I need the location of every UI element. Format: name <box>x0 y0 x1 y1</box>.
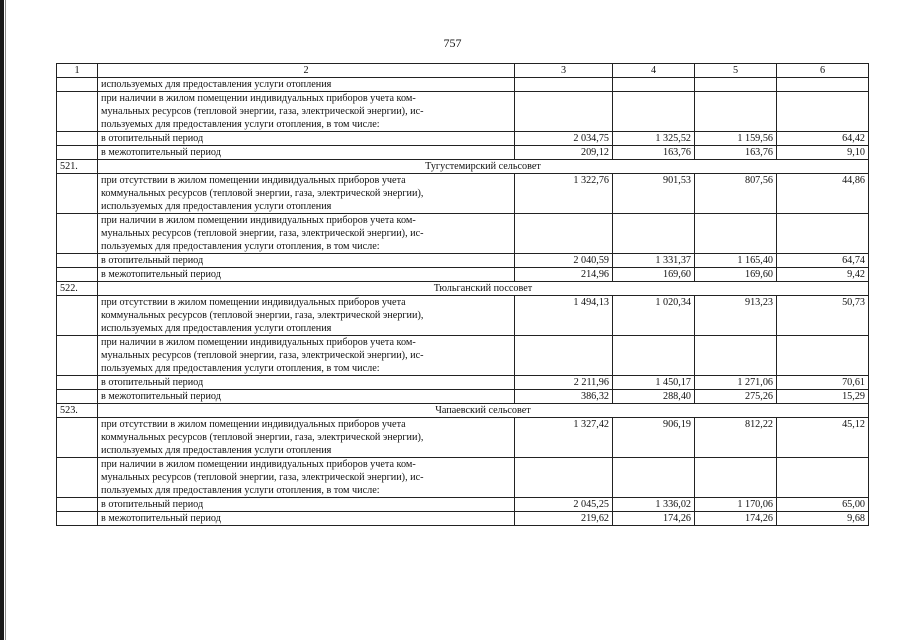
col-header: 4 <box>613 64 695 78</box>
table-row <box>57 390 869 404</box>
value-cell <box>515 444 613 458</box>
row-number <box>57 322 98 336</box>
table-row <box>57 132 869 146</box>
value-cell: 15,29 <box>777 390 869 404</box>
value-cell <box>695 214 777 228</box>
col-header: 5 <box>695 64 777 78</box>
row-description: пользуемых для предоставления услуги отопления, в том числе: <box>98 362 515 376</box>
value-cell: 1 170,06 <box>695 498 777 512</box>
page-number: 757 <box>443 36 462 50</box>
value-cell <box>613 118 695 132</box>
binding-edge <box>0 0 4 640</box>
value-cell <box>777 227 869 240</box>
table-row <box>57 471 869 484</box>
value-cell <box>613 105 695 118</box>
row-number <box>57 362 98 376</box>
table-row <box>57 240 869 254</box>
row-number <box>57 390 98 404</box>
value-cell <box>515 431 613 444</box>
table-row <box>57 418 869 432</box>
value-cell: 1 331,37 <box>613 254 695 268</box>
value-cell <box>695 336 777 350</box>
municipality-row <box>57 404 869 418</box>
value-cell <box>695 458 777 472</box>
row-number <box>57 92 98 106</box>
value-cell <box>695 78 777 92</box>
value-cell <box>613 200 695 214</box>
row-number <box>57 498 98 512</box>
value-cell <box>777 458 869 472</box>
value-cell <box>695 471 777 484</box>
value-cell: 1 494,13 <box>515 296 613 310</box>
table-row <box>57 254 869 268</box>
table-row <box>57 444 869 458</box>
value-cell <box>613 362 695 376</box>
row-description: в межотопительный период <box>98 146 515 160</box>
value-cell: 2 040,59 <box>515 254 613 268</box>
row-description: мунальных ресурсов (тепловой энергии, газа, электрической энергии), ис- <box>98 471 515 484</box>
row-number <box>57 296 98 310</box>
value-cell: 64,42 <box>777 132 869 146</box>
value-cell <box>613 214 695 228</box>
row-number <box>57 146 98 160</box>
value-cell <box>777 484 869 498</box>
value-cell: 812,22 <box>695 418 777 432</box>
row-number: 521. <box>57 160 98 174</box>
col-header: 6 <box>777 64 869 78</box>
value-cell <box>695 105 777 118</box>
value-cell <box>515 214 613 228</box>
value-cell <box>515 118 613 132</box>
value-cell <box>613 322 695 336</box>
value-cell <box>777 92 869 106</box>
table-row <box>57 322 869 336</box>
value-cell <box>695 431 777 444</box>
col-header: 3 <box>515 64 613 78</box>
municipality-row <box>57 160 869 174</box>
value-cell: 214,96 <box>515 268 613 282</box>
value-cell: 9,68 <box>777 512 869 526</box>
table-row <box>57 458 869 472</box>
value-cell: 174,26 <box>613 512 695 526</box>
value-cell <box>777 200 869 214</box>
row-number <box>57 240 98 254</box>
row-number <box>57 254 98 268</box>
row-number <box>57 431 98 444</box>
table-row <box>57 349 869 362</box>
value-cell: 2 034,75 <box>515 132 613 146</box>
value-cell: 174,26 <box>695 512 777 526</box>
table-row <box>57 187 869 200</box>
binding-shadow <box>5 0 6 640</box>
municipality-name: Тугустемирский сельсовет <box>98 160 869 174</box>
value-cell: 169,60 <box>613 268 695 282</box>
value-cell <box>515 471 613 484</box>
value-cell: 163,76 <box>613 146 695 160</box>
row-description: используемых для предоставления услуги отопления <box>98 78 515 92</box>
value-cell <box>695 349 777 362</box>
value-cell <box>515 484 613 498</box>
row-description: пользуемых для предоставления услуги отопления, в том числе: <box>98 240 515 254</box>
table-row <box>57 227 869 240</box>
value-cell: 1 327,42 <box>515 418 613 432</box>
row-number <box>57 132 98 146</box>
value-cell <box>613 484 695 498</box>
table-row <box>57 498 869 512</box>
value-cell <box>515 187 613 200</box>
row-description: при наличии в жилом помещении индивидуальных приборов учета ком- <box>98 336 515 350</box>
value-cell <box>695 240 777 254</box>
value-cell <box>695 187 777 200</box>
tariff-table <box>56 63 869 526</box>
row-description: при отсутствии в жилом помещении индивидуальных приборов учета <box>98 174 515 188</box>
value-cell <box>777 78 869 92</box>
col-header: 1 <box>57 64 98 78</box>
value-cell <box>695 444 777 458</box>
value-cell: 2 045,25 <box>515 498 613 512</box>
value-cell <box>515 349 613 362</box>
row-description: в отопительный период <box>98 254 515 268</box>
value-cell <box>613 240 695 254</box>
row-number <box>57 118 98 132</box>
table-row <box>57 78 869 92</box>
value-cell: 1 165,40 <box>695 254 777 268</box>
value-cell: 9,42 <box>777 268 869 282</box>
table-header-row <box>57 64 869 78</box>
table-row <box>57 309 869 322</box>
row-description: коммунальных ресурсов (тепловой энергии, газа, электрической энергии), <box>98 187 515 200</box>
row-description: используемых для предоставления услуги отопления <box>98 322 515 336</box>
value-cell <box>613 471 695 484</box>
value-cell <box>777 187 869 200</box>
row-description: в отопительный период <box>98 376 515 390</box>
table-row <box>57 174 869 188</box>
value-cell: 169,60 <box>695 268 777 282</box>
value-cell <box>695 484 777 498</box>
value-cell <box>777 362 869 376</box>
value-cell <box>777 336 869 350</box>
municipality-name: Тюльганский поссовет <box>98 282 869 296</box>
row-number <box>57 484 98 498</box>
value-cell <box>695 118 777 132</box>
table-row <box>57 92 869 106</box>
row-description: в межотопительный период <box>98 512 515 526</box>
value-cell <box>613 444 695 458</box>
row-description: используемых для предоставления услуги отопления <box>98 444 515 458</box>
value-cell <box>695 309 777 322</box>
value-cell <box>777 240 869 254</box>
row-number <box>57 349 98 362</box>
value-cell: 913,23 <box>695 296 777 310</box>
value-cell <box>777 431 869 444</box>
row-number <box>57 376 98 390</box>
row-number <box>57 78 98 92</box>
value-cell: 1 271,06 <box>695 376 777 390</box>
value-cell: 1 020,34 <box>613 296 695 310</box>
value-cell: 9,10 <box>777 146 869 160</box>
table-row <box>57 214 869 228</box>
table-row <box>57 376 869 390</box>
table-row <box>57 296 869 310</box>
table-row <box>57 484 869 498</box>
row-description: в межотопительный период <box>98 268 515 282</box>
value-cell: 219,62 <box>515 512 613 526</box>
table-row <box>57 431 869 444</box>
table-row <box>57 362 869 376</box>
row-description: в отопительный период <box>98 498 515 512</box>
value-cell: 45,12 <box>777 418 869 432</box>
value-cell <box>613 227 695 240</box>
row-description: мунальных ресурсов (тепловой энергии, газа, электрической энергии), ис- <box>98 105 515 118</box>
value-cell <box>777 471 869 484</box>
row-number: 522. <box>57 282 98 296</box>
value-cell <box>777 322 869 336</box>
row-description: мунальных ресурсов (тепловой энергии, газа, электрической энергии), ис- <box>98 349 515 362</box>
value-cell <box>777 349 869 362</box>
value-cell <box>515 362 613 376</box>
municipality-name: Чапаевский сельсовет <box>98 404 869 418</box>
table-row <box>57 512 869 526</box>
row-description: коммунальных ресурсов (тепловой энергии, газа, электрической энергии), <box>98 431 515 444</box>
value-cell <box>515 92 613 106</box>
row-number <box>57 268 98 282</box>
value-cell <box>695 362 777 376</box>
table-row <box>57 105 869 118</box>
value-cell: 1 159,56 <box>695 132 777 146</box>
row-number: 523. <box>57 404 98 418</box>
value-cell <box>777 105 869 118</box>
row-number <box>57 336 98 350</box>
row-number <box>57 105 98 118</box>
row-number <box>57 444 98 458</box>
row-number <box>57 309 98 322</box>
value-cell <box>613 187 695 200</box>
row-description: пользуемых для предоставления услуги отопления, в том числе: <box>98 118 515 132</box>
value-cell <box>515 227 613 240</box>
value-cell <box>613 458 695 472</box>
value-cell <box>777 118 869 132</box>
col-header: 2 <box>98 64 515 78</box>
value-cell: 1 325,52 <box>613 132 695 146</box>
value-cell: 1 336,02 <box>613 498 695 512</box>
row-number <box>57 174 98 188</box>
municipality-row <box>57 282 869 296</box>
row-number <box>57 418 98 432</box>
value-cell <box>777 309 869 322</box>
value-cell <box>613 431 695 444</box>
value-cell <box>515 240 613 254</box>
value-cell: 288,40 <box>613 390 695 404</box>
value-cell <box>515 200 613 214</box>
value-cell: 209,12 <box>515 146 613 160</box>
value-cell: 44,86 <box>777 174 869 188</box>
row-description: в межотопительный период <box>98 390 515 404</box>
row-description: при наличии в жилом помещении индивидуальных приборов учета ком- <box>98 458 515 472</box>
value-cell <box>515 78 613 92</box>
value-cell: 64,74 <box>777 254 869 268</box>
table-row <box>57 268 869 282</box>
table-row <box>57 118 869 132</box>
row-description: при наличии в жилом помещении индивидуальных приборов учета ком- <box>98 92 515 106</box>
value-cell <box>515 336 613 350</box>
value-cell <box>695 200 777 214</box>
row-number <box>57 214 98 228</box>
value-cell <box>777 214 869 228</box>
table-row <box>57 336 869 350</box>
value-cell <box>613 92 695 106</box>
row-description: при наличии в жилом помещении индивидуальных приборов учета ком- <box>98 214 515 228</box>
value-cell: 70,61 <box>777 376 869 390</box>
value-cell <box>695 227 777 240</box>
value-cell <box>613 336 695 350</box>
value-cell <box>695 92 777 106</box>
row-number <box>57 187 98 200</box>
value-cell <box>613 78 695 92</box>
value-cell: 906,19 <box>613 418 695 432</box>
row-number <box>57 471 98 484</box>
value-cell <box>777 444 869 458</box>
value-cell <box>515 458 613 472</box>
value-cell: 275,26 <box>695 390 777 404</box>
value-cell: 1 450,17 <box>613 376 695 390</box>
value-cell: 2 211,96 <box>515 376 613 390</box>
row-description: при отсутствии в жилом помещении индивидуальных приборов учета <box>98 296 515 310</box>
table-row <box>57 200 869 214</box>
row-description: при отсутствии в жилом помещении индивидуальных приборов учета <box>98 418 515 432</box>
value-cell: 901,53 <box>613 174 695 188</box>
value-cell <box>515 309 613 322</box>
value-cell: 386,32 <box>515 390 613 404</box>
row-number <box>57 512 98 526</box>
row-description: используемых для предоставления услуги отопления <box>98 200 515 214</box>
row-description: мунальных ресурсов (тепловой энергии, газа, электрической энергии), ис- <box>98 227 515 240</box>
table-row <box>57 146 869 160</box>
row-description: коммунальных ресурсов (тепловой энергии, газа, электрической энергии), <box>98 309 515 322</box>
value-cell: 50,73 <box>777 296 869 310</box>
value-cell: 65,00 <box>777 498 869 512</box>
row-number <box>57 200 98 214</box>
row-number <box>57 227 98 240</box>
value-cell: 807,56 <box>695 174 777 188</box>
value-cell: 1 322,76 <box>515 174 613 188</box>
value-cell <box>613 309 695 322</box>
row-description: в отопительный период <box>98 132 515 146</box>
row-description: пользуемых для предоставления услуги отопления, в том числе: <box>98 484 515 498</box>
value-cell <box>515 322 613 336</box>
value-cell <box>695 322 777 336</box>
value-cell: 163,76 <box>695 146 777 160</box>
value-cell <box>613 349 695 362</box>
row-number <box>57 458 98 472</box>
value-cell <box>515 105 613 118</box>
